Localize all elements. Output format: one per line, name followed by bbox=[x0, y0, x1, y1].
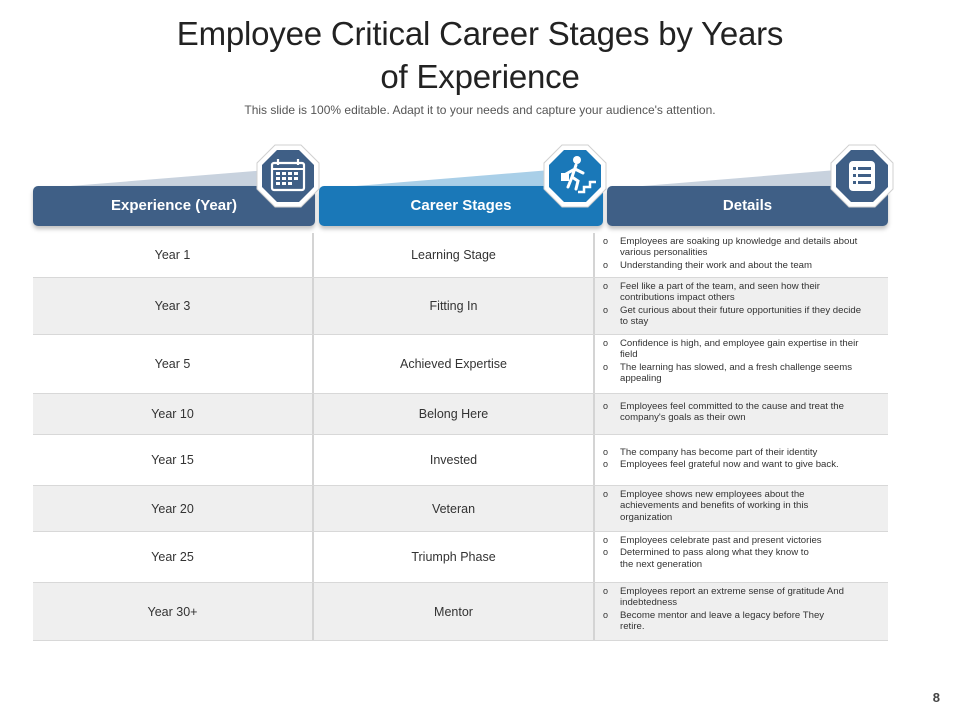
list-icon bbox=[829, 143, 895, 209]
bullet-marker: o bbox=[603, 281, 609, 291]
stage-cell: Veteran bbox=[314, 486, 595, 531]
slide-title bbox=[0, 12, 960, 98]
calendar-icon bbox=[255, 143, 321, 209]
details-cell bbox=[595, 394, 888, 434]
bullet-marker: o bbox=[603, 338, 609, 348]
table-row bbox=[33, 583, 888, 641]
bullet-marker: o bbox=[603, 259, 609, 270]
detail-text: The learning has slowed, and a fresh challenge seems appealing bbox=[620, 361, 852, 384]
year-cell: Year 25 bbox=[33, 532, 314, 582]
detail-bullet bbox=[603, 547, 810, 570]
stage-cell: Fitting In bbox=[314, 278, 595, 334]
details-cell bbox=[595, 583, 888, 640]
detail-text: Employees are soaking up knowledge and details about various personalities bbox=[620, 236, 858, 259]
header-label-details: Details bbox=[722, 197, 773, 214]
bullet-marker: o bbox=[603, 489, 609, 499]
stage-cell: Achieved Expertise bbox=[314, 335, 595, 393]
bullet-marker: o bbox=[603, 459, 609, 470]
year-cell: Year 5 bbox=[33, 335, 314, 393]
detail-text: Become mentor and leave a legacy before They retire. bbox=[620, 609, 825, 632]
detail-text: Determined to pass along what they know to the next generation bbox=[620, 547, 809, 570]
table-row bbox=[33, 435, 888, 486]
bullet-marker: o bbox=[603, 304, 609, 315]
detail-text: The company has become part of their identity bbox=[620, 447, 818, 458]
bullet-marker: o bbox=[603, 609, 609, 620]
detail-text: Employees report an extreme sense of gratitude And indebtedness bbox=[620, 586, 844, 609]
bullet-marker: o bbox=[603, 547, 609, 558]
stage-cell: Triumph Phase bbox=[314, 532, 595, 582]
header-label-experience: Experience (Year) bbox=[111, 197, 237, 214]
detail-bullet bbox=[603, 610, 835, 633]
climbing-stairs-icon bbox=[542, 143, 608, 209]
detail-bullet bbox=[603, 535, 870, 546]
year-cell: Year 30+ bbox=[33, 583, 314, 640]
detail-bullet bbox=[603, 586, 855, 609]
table-row bbox=[33, 486, 888, 532]
detail-text: Employees celebrate past and present victories bbox=[620, 535, 822, 546]
bullet-marker: o bbox=[603, 401, 609, 411]
detail-text: Employees feel grateful now and want to give back. bbox=[620, 459, 839, 471]
table-row bbox=[33, 335, 888, 394]
title-line-2: of Experience bbox=[380, 58, 580, 95]
slide-subtitle: This slide is 100% editable. Adapt it to your needs and capture your audience's attention. bbox=[244, 103, 716, 117]
year-cell: Year 20 bbox=[33, 486, 314, 531]
table-row bbox=[33, 394, 888, 435]
stage-cell: Invested bbox=[314, 435, 595, 485]
detail-text: Feel like a part of the team, and seen how their contributions impact others bbox=[620, 281, 820, 304]
detail-bullet bbox=[603, 281, 870, 304]
details-cell bbox=[595, 233, 888, 277]
details-cell bbox=[595, 278, 888, 334]
detail-bullet bbox=[603, 362, 870, 385]
detail-bullet bbox=[603, 305, 870, 328]
year-cell: Year 10 bbox=[33, 394, 314, 434]
detail-bullet bbox=[603, 401, 870, 424]
detail-bullet bbox=[603, 489, 835, 523]
title-line-1: Employee Critical Career Stages by Years bbox=[176, 15, 784, 52]
details-cell bbox=[595, 435, 888, 485]
details-cell bbox=[595, 532, 888, 582]
detail-text: Confidence is high, and employee gain expertise in their field bbox=[620, 338, 859, 361]
bullet-marker: o bbox=[603, 361, 609, 372]
bullet-marker: o bbox=[603, 535, 609, 545]
page-number: 8 bbox=[932, 690, 940, 705]
stage-cell: Learning Stage bbox=[314, 233, 595, 277]
detail-bullet bbox=[603, 459, 870, 470]
stage-cell: Mentor bbox=[314, 583, 595, 640]
detail-text: Employees feel committed to the cause and treat the company's goals as their own bbox=[620, 401, 844, 424]
detail-bullet bbox=[603, 338, 870, 361]
detail-bullet bbox=[603, 236, 870, 259]
details-cell bbox=[595, 486, 888, 531]
year-cell: Year 1 bbox=[33, 233, 314, 277]
year-cell: Year 3 bbox=[33, 278, 314, 334]
bullet-marker: o bbox=[603, 236, 609, 246]
bullet-marker: o bbox=[603, 447, 609, 457]
detail-bullet bbox=[603, 447, 870, 458]
table-row bbox=[33, 532, 888, 583]
detail-text: Understanding their work and about the team bbox=[620, 259, 812, 271]
detail-text: Get curious about their future opportunities if they decide to stay bbox=[620, 304, 862, 327]
bullet-marker: o bbox=[603, 586, 609, 596]
stage-cell: Belong Here bbox=[314, 394, 595, 434]
detail-bullet bbox=[603, 260, 870, 271]
header-label-career-stages: Career Stages bbox=[410, 197, 512, 214]
details-cell bbox=[595, 335, 888, 393]
table-row bbox=[33, 233, 888, 278]
career-table bbox=[33, 233, 888, 641]
detail-text: Employee shows new employees about the achievements and benefits of working in this organization bbox=[620, 489, 809, 523]
table-row bbox=[33, 278, 888, 335]
year-cell: Year 15 bbox=[33, 435, 314, 485]
